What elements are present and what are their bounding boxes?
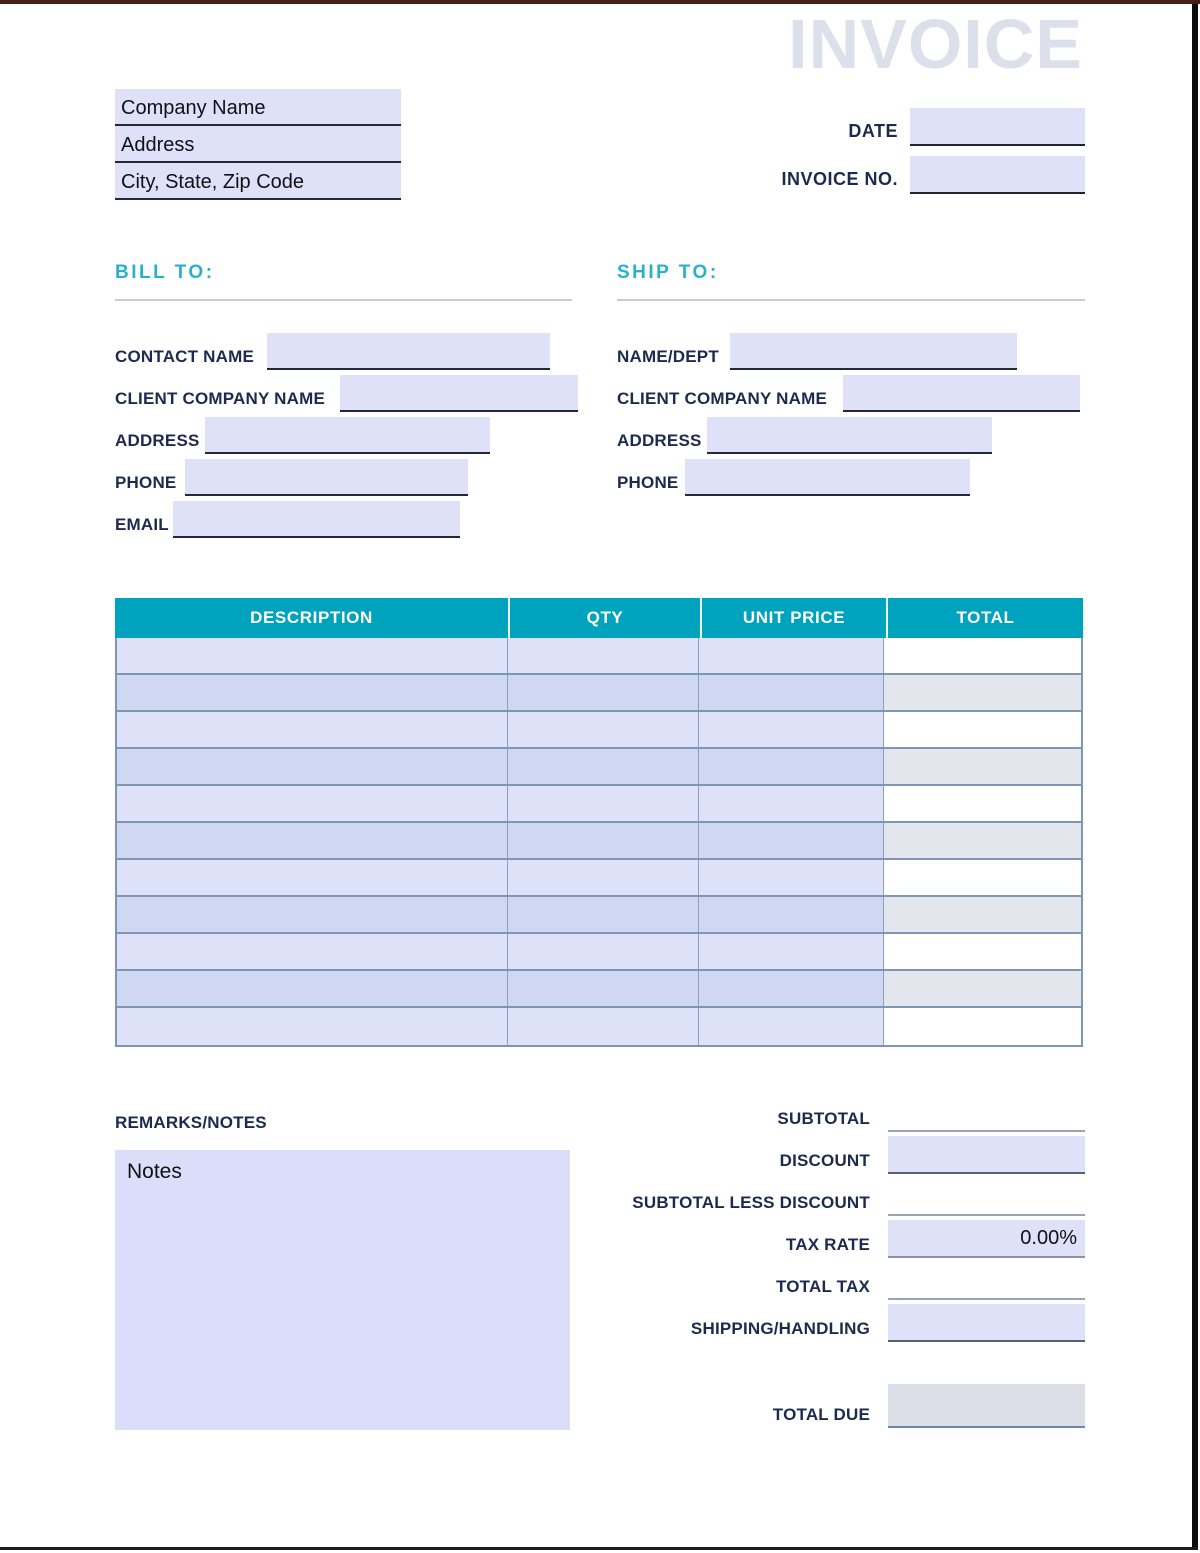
item-cell-total[interactable] (884, 675, 1081, 710)
bill-address-label: ADDRESS (115, 431, 200, 450)
bill-phone-label: PHONE (115, 473, 177, 492)
tax-rate-label: TAX RATE (785, 1235, 870, 1254)
ship-name-dept-row (617, 331, 1080, 370)
bill-contact-name-field[interactable] (267, 333, 550, 370)
bill-to-fields (115, 331, 578, 541)
item-cell-qty[interactable] (508, 675, 699, 710)
header-qty: QTY (508, 598, 700, 638)
ship-to-fields (617, 331, 1080, 499)
summary-block (600, 1094, 1085, 1432)
item-cell-desc[interactable] (117, 638, 508, 673)
item-row (117, 1008, 1081, 1045)
subtotal-less-discount-label: SUBTOTAL LESS DISCOUNT (632, 1193, 870, 1212)
ship-name-dept-field[interactable] (730, 333, 1017, 370)
bill-to-heading: BILL TO: (115, 262, 215, 283)
bill-to-rule (115, 299, 572, 301)
item-row (117, 934, 1081, 971)
ship-phone-label: PHONE (617, 473, 679, 492)
item-cell-unit[interactable] (699, 712, 884, 747)
item-cell-qty[interactable] (508, 749, 699, 784)
item-cell-desc[interactable] (117, 786, 508, 821)
item-cell-desc[interactable] (117, 1008, 508, 1045)
item-cell-desc[interactable] (117, 712, 508, 747)
remarks-label: REMARKS/NOTES (115, 1113, 267, 1132)
bill-email-row (115, 499, 578, 538)
item-cell-total[interactable] (884, 712, 1081, 747)
item-cell-total[interactable] (884, 749, 1081, 784)
item-cell-qty[interactable] (508, 934, 699, 969)
header-unit-price: UNIT PRICE (700, 598, 886, 638)
item-cell-total[interactable] (884, 638, 1081, 673)
page-title: INVOICE (788, 5, 1083, 83)
total-due-field[interactable] (888, 1384, 1085, 1428)
item-cell-qty[interactable] (508, 971, 699, 1006)
bill-contact-name-row (115, 331, 578, 370)
total-tax-label: TOTAL TAX (775, 1277, 870, 1296)
bill-email-field[interactable] (173, 501, 460, 538)
shipping-handling-field[interactable] (888, 1304, 1085, 1342)
date-field[interactable] (910, 108, 1085, 146)
total-due-row (600, 1384, 1085, 1428)
item-cell-total[interactable] (884, 823, 1081, 858)
shipping-handling-label: SHIPPING/HANDLING (690, 1319, 870, 1338)
ship-phone-field[interactable] (685, 459, 970, 496)
subtotal-field[interactable] (888, 1094, 1085, 1132)
ship-address-label: ADDRESS (617, 431, 702, 450)
bill-phone-field[interactable] (185, 459, 468, 496)
item-cell-qty[interactable] (508, 1008, 699, 1045)
item-cell-unit[interactable] (699, 638, 884, 673)
item-cell-unit[interactable] (699, 786, 884, 821)
subtotal-less-discount-field[interactable] (888, 1178, 1085, 1216)
shipping-handling-row (600, 1304, 1085, 1342)
company-city-state-zip-field[interactable]: City, State, Zip Code (115, 163, 401, 200)
subtotal-less-discount-row (600, 1178, 1085, 1216)
ship-to-rule (617, 299, 1085, 301)
company-address-field[interactable]: Address (115, 126, 401, 163)
item-row (117, 638, 1081, 675)
item-cell-desc[interactable] (117, 823, 508, 858)
header-description: DESCRIPTION (250, 608, 373, 627)
item-cell-unit[interactable] (699, 675, 884, 710)
notes-box[interactable]: Notes (115, 1150, 570, 1430)
bill-address-row (115, 415, 578, 454)
items-table-body (115, 638, 1083, 1047)
discount-label: DISCOUNT (779, 1151, 870, 1170)
ship-address-field[interactable] (707, 417, 992, 454)
item-cell-desc[interactable] (117, 971, 508, 1006)
item-cell-total[interactable] (884, 897, 1081, 932)
item-cell-total[interactable] (884, 786, 1081, 821)
bill-client-company-row (115, 373, 578, 412)
item-cell-unit[interactable] (699, 971, 884, 1006)
bill-client-company-label: CLIENT COMPANY NAME (115, 389, 326, 408)
ship-to-heading: SHIP TO: (617, 262, 719, 283)
item-cell-desc[interactable] (117, 897, 508, 932)
bill-contact-name-label: CONTACT NAME (115, 347, 255, 366)
items-table (115, 598, 1083, 1047)
item-cell-qty[interactable] (508, 897, 699, 932)
total-tax-row (600, 1262, 1085, 1300)
discount-field[interactable] (888, 1136, 1085, 1174)
tax-rate-field[interactable]: 0.00% (888, 1220, 1085, 1258)
item-row (117, 749, 1081, 786)
ship-name-dept-label: NAME/DEPT (617, 347, 719, 366)
item-row (117, 675, 1081, 712)
item-cell-total[interactable] (884, 860, 1081, 895)
invoice-no-label: INVOICE NO. (781, 169, 898, 189)
ship-client-company-row (617, 373, 1080, 412)
subtotal-row (600, 1094, 1085, 1132)
item-row (117, 712, 1081, 749)
total-due-label: TOTAL DUE (772, 1405, 870, 1424)
discount-row (600, 1136, 1085, 1174)
bill-phone-row (115, 457, 578, 496)
item-row (117, 823, 1081, 860)
item-cell-total[interactable] (884, 934, 1081, 969)
item-cell-unit[interactable] (699, 934, 884, 969)
item-row (117, 786, 1081, 823)
item-row (117, 897, 1081, 934)
total-tax-field[interactable] (888, 1262, 1085, 1300)
header-total: TOTAL (886, 598, 1083, 638)
item-cell-unit[interactable] (699, 860, 884, 895)
page-top-edge (0, 0, 1200, 4)
item-cell-unit[interactable] (699, 1008, 884, 1045)
ship-client-company-label: CLIENT COMPANY NAME (617, 389, 828, 408)
invoice-meta (781, 108, 1085, 204)
company-block (115, 89, 401, 200)
item-row (117, 971, 1081, 1008)
item-cell-qty[interactable] (508, 786, 699, 821)
subtotal-label: SUBTOTAL (777, 1109, 870, 1128)
item-cell-unit[interactable] (699, 897, 884, 932)
ship-address-row (617, 415, 1080, 454)
tax-rate-row (600, 1220, 1085, 1258)
ship-client-company-field[interactable] (843, 375, 1080, 412)
ship-phone-row (617, 457, 1080, 496)
item-cell-unit[interactable] (699, 823, 884, 858)
item-cell-qty[interactable] (508, 860, 699, 895)
item-cell-unit[interactable] (699, 749, 884, 784)
company-name-field[interactable]: Company Name (115, 89, 401, 126)
items-table-header (115, 598, 1083, 638)
item-cell-desc[interactable] (117, 749, 508, 784)
date-label: DATE (848, 121, 898, 141)
item-cell-qty[interactable] (508, 638, 699, 673)
bill-email-label: EMAIL (115, 515, 169, 534)
page-bottom-edge (0, 1547, 1198, 1550)
page-right-edge (1192, 3, 1198, 1549)
item-cell-qty[interactable] (508, 712, 699, 747)
item-cell-desc[interactable] (117, 675, 508, 710)
item-cell-total[interactable] (884, 971, 1081, 1006)
invoice-no-field[interactable] (910, 156, 1085, 194)
item-cell-desc[interactable] (117, 934, 508, 969)
item-cell-desc[interactable] (117, 860, 508, 895)
item-cell-qty[interactable] (508, 823, 699, 858)
item-cell-total[interactable] (884, 1008, 1081, 1045)
item-row (117, 860, 1081, 897)
bill-client-company-field[interactable] (340, 375, 578, 412)
bill-address-field[interactable] (205, 417, 490, 454)
